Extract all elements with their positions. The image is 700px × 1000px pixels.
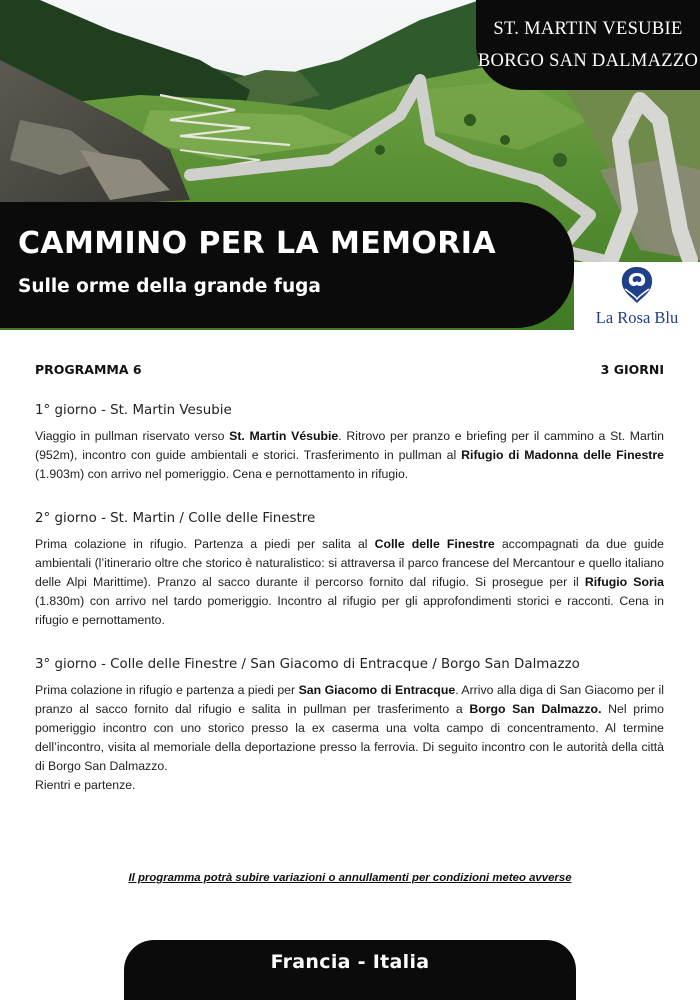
blue-rose-logo-icon: [620, 265, 654, 305]
place-line-start: ST. MARTIN VESUBIE: [493, 19, 683, 39]
programme-meta: [35, 362, 664, 377]
day-title: 1° giorno - St. Martin Vesubie: [35, 403, 232, 418]
day-section: [35, 657, 664, 795]
day-title: 2° giorno - St. Martin / Colle delle Finestre: [35, 511, 316, 526]
bold-place-name: Colle delle Finestre: [374, 537, 495, 551]
footer-band: [124, 940, 576, 1000]
day-description: Viaggio in pullman riservato verso St. Martin Vésubie. Ritrovo per pranzo e briefing per il cammino a St. Martin (952m), incontro con guide ambientali e storici. Trasferimento in pullman al Rifugio di Madonna delle Finestre (1.903m) con arrivo nel pomeriggio. Cena e pernottamento in rifugio.: [35, 429, 665, 481]
programme-duration: 3 GIORNI: [600, 362, 664, 377]
brand-name: La Rosa Blu: [595, 308, 679, 327]
brand-logo: [574, 262, 700, 330]
day-section: [35, 511, 664, 630]
bold-place-name: St. Martin Vésubie: [229, 429, 339, 443]
day-title: 3° giorno - Colle delle Finestre / San Giacomo di Entracque / Borgo San Dalmazzo: [35, 657, 580, 672]
day-description: Prima colazione in rifugio e partenza a piedi per San Giacomo di Entracque. Arrivo alla diga di San Giacomo per il pranzo al sacco fornito dal rifugio e salita in pullman per trasferimento a Borgo San Dalmazzo. Nel primo pomeriggio incontro con uno storico presso la ex caserma una volta campo di concentramento. Al termine dell’incontro, visita al memoriale della deportazione presso la ferrovia. Di seguito incontro con le autorità della città di Borgo San Dalmazzo. Rientri e partenze.: [35, 683, 665, 792]
hero-banner: [0, 0, 700, 330]
bold-place-name: Borgo San Dalmazzo.: [469, 702, 602, 716]
place-badge: [476, 0, 700, 90]
page-subtitle: Sulle orme della grande fuga: [18, 276, 321, 297]
programme-number: PROGRAMMA 6: [35, 362, 142, 377]
title-band: [0, 202, 574, 328]
weather-disclaimer: Il programma potrà subire variazioni o annullamenti per condizioni meteo avverse: [128, 872, 572, 884]
page-title: CAMMINO PER LA MEMORIA: [18, 226, 496, 261]
bold-place-name: San Giacomo di Entracque: [298, 683, 456, 697]
day-section: [35, 403, 664, 484]
bold-place-name: Rifugio Soria: [584, 575, 664, 589]
place-line-end: BORGO SAN DALMAZZO: [477, 51, 699, 71]
footer-label: Francia - Italia: [270, 951, 430, 973]
day-description: Prima colazione in rifugio. Partenza a piedi per salita al Colle delle Finestre accompagnati da due guide ambientali (l’itinerario oltre che storico è naturalistico: si attraversa il parco francese del Mercantour e quello italiano delle Alpi Marittime). Pranzo al sacco durante il percorso fornito dal rifugio. Si prosegue per il Rifugio Soria (1.830m) con arrivo nel tardo pomeriggio. Incontro al rifugio per gli approfondimenti storici e racconti. Cena in rifugio e pernottamento.: [35, 537, 664, 627]
bold-place-name: Rifugio di Madonna delle Finestre: [461, 448, 665, 462]
programme-content: [35, 362, 664, 795]
